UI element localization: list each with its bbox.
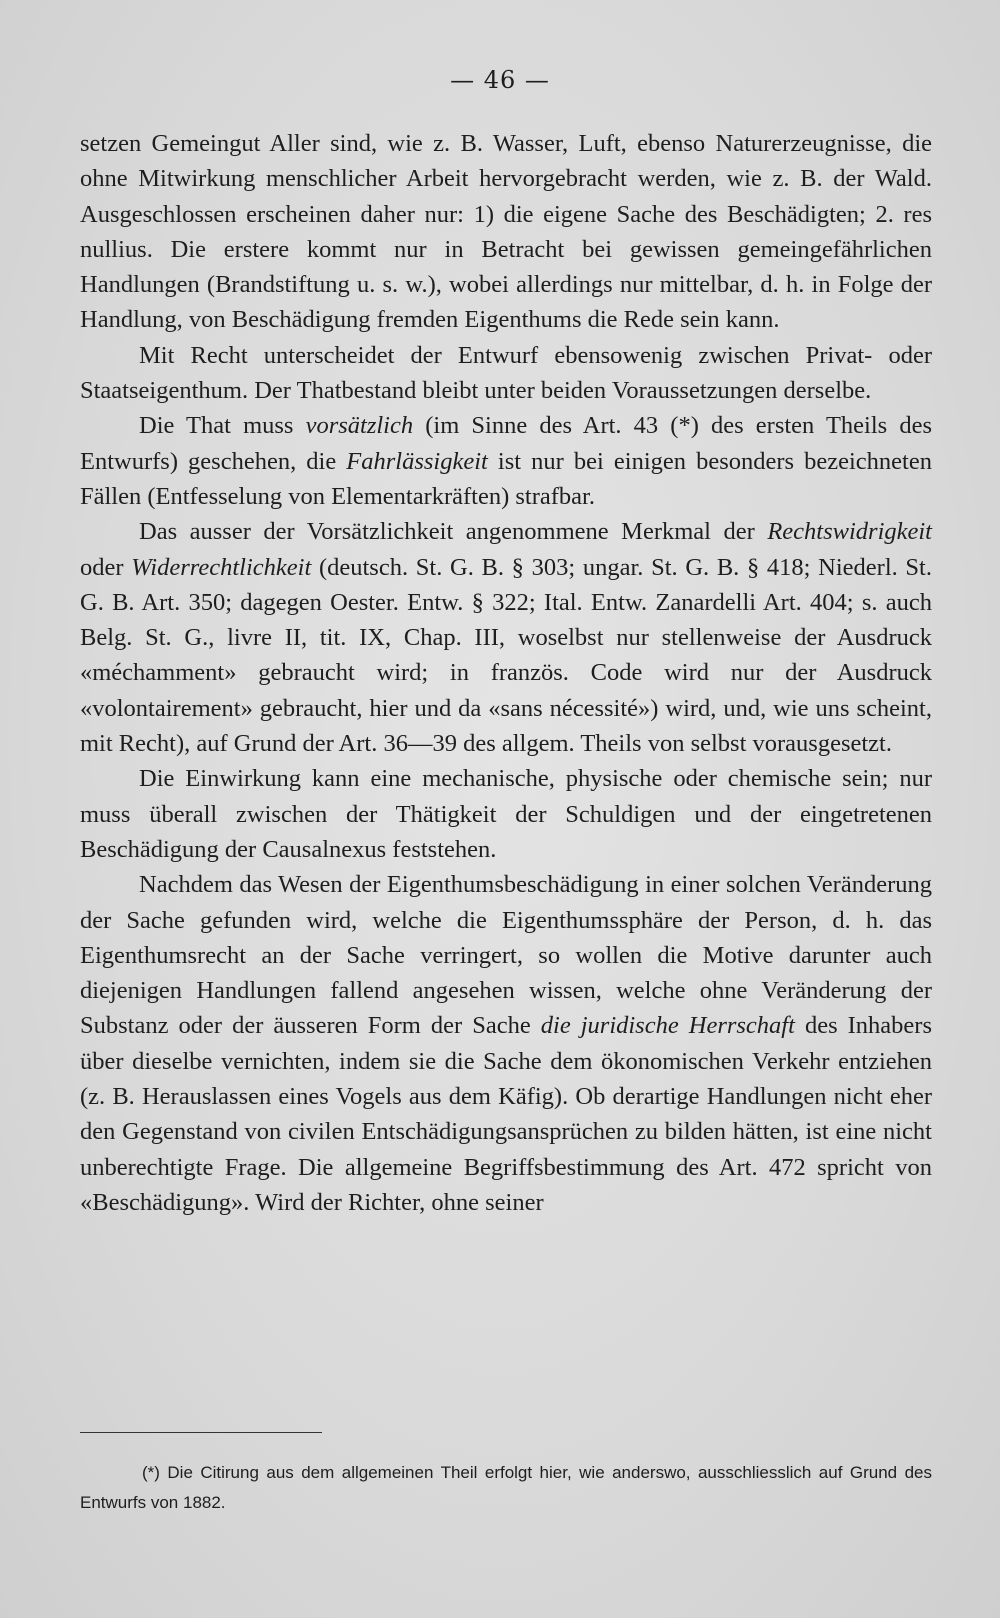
paragraph [80,126,932,338]
paragraph [80,867,932,1220]
text-run: oder [80,553,132,581]
text-run: (im Sinne des Art. 43 (*) des ersten Theils des Entwurfs) geschehen, die [80,412,932,475]
paragraph [80,514,932,761]
text-run: Nachdem das Wesen der Eigenthumsbeschädigung in einer solchen Veränderung der Sache gefunden wird, welche die Eigenthumssphäre der Person, d. h. das Eigenthumsrecht an der Sache verringert, so wollen die Motive darunter auch diejenigen Handlungen fallend angesehen wissen, welche ohne Veränderung der Substanz oder der äusseren Form der Sache [80,871,932,1040]
italic-phrase: Rechtswidrigkeit [767,518,932,546]
text-run: Das ausser der Vorsätzlichkeit angenommene Merkmal der [139,518,768,546]
text-run: Mit Recht unterscheidet der Entwurf ebensowenig zwischen Privat- oder Staatseigenthum. Der Thatbestand bleibt unter beiden Voraussetzungen derselbe. [80,341,932,405]
footnote-separator [80,1432,322,1433]
footnote [80,1458,932,1518]
italic-phrase: die juridische Herrschaft [540,1012,795,1040]
italic-phrase: vorsätzlich [305,412,414,440]
body-text [80,126,932,1220]
page-number: — 46 — [450,66,550,94]
text-run: Die That muss [139,412,306,440]
text-run: des Inhabers über dieselbe vernichten, indem sie die Sache dem ökonomischen Verkehr entziehen (z. B. Herauslassen eines Vogels aus dem Käfig). Ob derartige Handlungen nicht eher den Gegenstand von civilen Entschädigungsansprüchen zu bilden hätten, ist eine nicht unberechtigte Frage. Die allgemeine Begriffsbestimmung des Art. 472 spricht von «Beschädigung». Wird der Richter, ohne seiner [80,1012,933,1216]
paragraph [80,338,932,409]
text-run: Die Einwirkung kann eine mechanische, physische oder chemische sein; nur muss überall zwischen der Thätigkeit der Schuldigen und der eingetretenen Beschädigung der Causalnexus feststehen. [80,765,932,863]
footnote-text: (*) Die Citirung aus dem allgemeinen Theil erfolgt hier, wie anderswo, ausschliesslich auf Grund des Entwurfs von 1882. [80,1463,932,1512]
paragraph [80,408,932,514]
text-run: (deutsch. St. G. B. § 303; ungar. St. G. B. § 418; Niederl. St. G. B. Art. 350; dagegen Oester. Entw. § 322; Ital. Entw. Zanardelli Art. 404; s. auch Belg. St. G., livre II, tit. IX, Chap. III, woselbst nur stellenweise der Ausdruck «méchamment» gebraucht wird; in französ. Code wird nur der Ausdruck «volontairement» gebraucht, hier und da «sans nécessité») wird, und, wie uns scheint, mit Recht), auf Grund der Art. 36—39 des allgem. Theils von selbst vorausgesetzt. [80,553,932,758]
italic-phrase: Fahrlässigkeit [346,447,488,475]
paragraph [80,761,932,867]
text-run: ist nur bei einigen besonders bezeichneten Fällen (Entfesselung von Elementarkräften) strafbar. [80,447,932,510]
italic-phrase: Widerrechtlichkeit [131,553,312,581]
text-run: setzen Gemeingut Aller sind, wie z. B. Wasser, Luft, ebenso Naturerzeugnisse, die ohne Mitwirkung menschlicher Arbeit hervorgebracht werden, wie z. B. der Wald. Ausgeschlossen erscheinen daher nur: 1) die eigene Sache des Beschädigten; 2. res nullius. Die erstere kommt nur in Betracht bei gewissen gemeingefährlichen Handlungen (Brandstiftung u. s. w.), wobei allerdings nur mittelbar, d. h. in Folge der Handlung, von Beschädigung fremden Eigenthums die Rede sein kann. [80,130,932,334]
